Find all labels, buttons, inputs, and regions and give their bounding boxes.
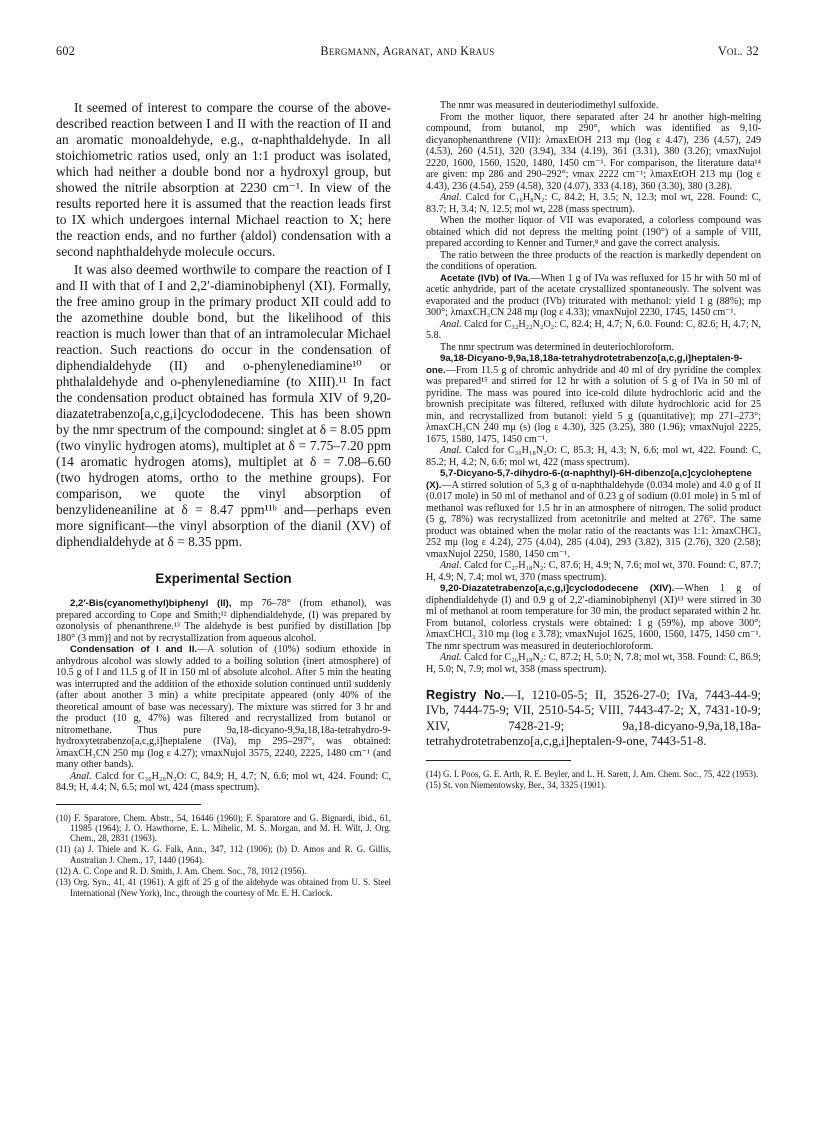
experimental-paragraph: Acetate (IVb) of IVa.—When 1 g of IVa was refluxed for 15 hr with 50 ml of acetic anhydride, part of the acetate crystallized spontaneously. The solvent was evaporated and the product (IVb) triturated with methanol: yield 1 g (88%); mp 300°; λmaxCH₃CN 248 mμ (log ε 4.33); νmaxNujol 2230, 1745, 1450 cm⁻¹. bbox=[426, 272, 761, 318]
analysis-line: Anal. Calcd for C₂₇H₁₈N₂: C, 87.6; H, 4.9; N, 7.6; mol wt, 370. Found: C, 87.7; H, 4.9; N, 7.4; mol wt, 370 (mass spectrum). bbox=[426, 560, 761, 583]
paragraph: It seemed of interest to compare the course of the above-described reaction between I and II with the reaction of II and an aromatic monoaldehyde, e.g., α-naphthaldehyde. In all stoichiometric ratios used, only an 1:1 product was isolated, which had neither a double bond nor a hydroxyl group, but showed the nitrile absorption at 2230 cm⁻¹. In view of the results reported here it is assumed that the reaction leads first to IX which undergoes internal Michael reaction to X; here the reaction ends, and no further (aldol) condensation with a second naphthaldehyde molecule occurs. bbox=[56, 100, 391, 259]
footnote: (15) St. von Niementowsky, Ber., 34, 3325 (1901). bbox=[426, 779, 607, 790]
discussion-text bbox=[56, 100, 391, 550]
experimental-paragraph: 9,20-Diazatetrabenzo[a,c,g,i]cyclododecene (XIV).—When 1 g of diphendialdehyde (I) and 0.9 g of 2,2′-diaminobiphenyl (XI)¹³ were stirred in 30 ml of methanol at room temperature for 30 min, the product separated within 2 hr. From butanol, colorless crystals were obtained: 1 g (59%), mp above 300°; λmaxCHCl₃ 310 mμ (log ε 3.78); νmaxNujol 1625, 1600, 1560, 1475, 1450 cm⁻¹. The nmr spectrum was measured in deuteriochloroform. bbox=[426, 583, 761, 652]
footnote: (14) G. I. Poos, G. E. Arth, R. E. Beyler, and L. H. Sarett, J. Am. Chem. Soc., 75, 422 (1953). bbox=[426, 768, 759, 779]
experimental-paragraph: Condensation of I and II.—A solution of (10%) sodium ethoxide in anhydrous alcohol was slowly added to a boiling solution (inert atmosphere) of 10.5 g of I and 11.5 g of II in 150 ml of absolute alcohol. After 5 min the heating was interrupted and the addition of the ethoxide solution continued until suddenly (after about another 3 min) a white precipitate appeared (only 40% of the theoretical amount of base was necessary). The mixture was stirred for 3 hr and the product (10 g, 47%) was filtered and recrystallized from butanol or nitromethane. Thus pure 9a,18-dicyano-9,9a,18,18a-tetrahydro-9-hydroxytetrabenzo[a,c,g,i]heptalene (IVa), mp 295–297°, was obtained: λmaxCH₃CN 250 mμ (log ε 4.27); νmaxNujol 3575, 2240, 2225, 1480 cm⁻¹ (and many other bands). bbox=[56, 644, 391, 770]
page-number: 602 bbox=[56, 44, 76, 58]
analysis-line: Anal. Calcd for C₃₀H₂₀N₂O: C, 84.9; H, 4.7; N, 6.6; mol wt, 424. Found: C, 84.9; H, 4.4; N, 6.5; mol wt, 424 (mass spectrum). bbox=[56, 770, 391, 793]
footnote: (13) Org. Syn., 41, 41 (1961). A gift of 25 g of the aldehyde was obtained from U. S. Steel International (New York), Inc., through the courtesy of Mr. E. H. Carlock. bbox=[56, 877, 391, 898]
footnote: (10) F. Sparatore, Chem. Abstr., 54, 16446 (1960); F. Sparatore and G. Bignardi, ibid., 61, 11985 (1964); J. O. Hawthorne, E. L. Mihelic, M. S. Morgan, and M. H. Wilt, J. Org. Chem., 28, 2831 (1963). bbox=[56, 812, 391, 844]
compound-heading: 9a,18-Dicyano-9,9a,18,18a-tetrahydrotetrabenzo[a,c,g,i]heptalen-9-one. bbox=[426, 353, 743, 376]
experimental-paragraph: 9a,18-Dicyano-9,9a,18,18a-tetrahydrotetrabenzo[a,c,g,i]heptalen-9-one.—From 11.5 g of chromic anhydride and 40 ml of dry pyridine the complex was prepared¹⁵ and stirred for 12 hr with a solution of 5 g of IVa in 50 ml of pyridine. The mass was poured into ice-cold dilute hydrochloric acid and the brownish precipitate was filtered, refluxed with dilute hydrochloric acid for 25 min, and recrystallized from butanol: yield 5 g (quantitative); mp 271–273°; λmaxCH₃CN 240 mμ (s) (log ε 4.30), 325 (3.25), 380 (1.96); νmaxNujol 2225, 1675, 1580, 1475, 1450 cm⁻¹. bbox=[426, 353, 761, 445]
left-column bbox=[56, 100, 391, 898]
experimental-paragraph: 2,2′-Bis(cyanomethyl)biphenyl (II), mp 76–78° (from ethanol), was prepared according to Cope and Smith;¹² diphendialdehyde, (I) was prepared by ozonolysis of phenanthrene.¹³ The aldehyde is best purified by distillation [bp 180° (3 mm)] and not by recrystallization from aqueous alcohol. bbox=[56, 598, 392, 644]
experimental-paragraph: The nmr spectrum was determined in deuteriochloroform. bbox=[440, 341, 675, 353]
compound-heading: 2,2′-Bis(cyanomethyl)biphenyl (II), bbox=[70, 598, 232, 609]
experimental-paragraph: The ratio between the three products of the reaction is markedly dependent on the conditions of operation. bbox=[426, 249, 761, 272]
experimental-paragraph: From the mother liquor, there separated after 24 hr another high-melting compound, from butanol, mp 290°, which was identified as 9,10-dicyanophenanthrene (VII): λmaxEtOH 213 mμ (log ε 4.47), 236 (4.57), 249 (4.53), 260 (4.51), 320 (3.94), 334 (4.19), 361 (3.31), 380 (3.26); νmaxNujol 2220, 1600, 1560, 1520, 1480, 1450 cm⁻¹. For comparison, the literature data¹⁴ are given: mp 286 and 290–292°; νmax 2222 cm⁻¹; λmaxEtOH 213 mμ (log ε 4.43), 236 (4.54), 259 (4.58), 320 (4.07), 333 (4.18), 360 (3.30), 380 (3.28). bbox=[426, 111, 761, 192]
running-head-authors: Bergmann, Agranat, and Kraus bbox=[320, 44, 495, 58]
footnotes bbox=[426, 769, 761, 791]
analysis-line: Anal. Calcd for C₂₆H₁₈N₂: C, 87.2; H, 5.0; N, 7.8; mol wt, 358. Found: C, 86.9; H, 5.0; N, 7.9; mol wt, 358 (mass spectrum). bbox=[426, 652, 761, 675]
registry-numbers: Registry No.—I, 1210-05-5; II, 3526-27-0; IVa, 7443-44-9; IVb, 7444-75-9; VII, 2510-54-5; VIII, 7443-47-2; X, 7431-10-9; XIV, 7428-21-9; 9a,18-dicyano-9,9a,18,18a-tetrahydrotetrabenzo[a,c,g,i]heptalen-9-one, 7443-51-8. bbox=[426, 688, 761, 749]
compound-heading: Condensation of I and II. bbox=[70, 644, 198, 655]
experimental-paragraph: 5,7-Dicyano-5,7-dihydro-6-(α-naphthyl)-6H-dibenzo[a,c]cycloheptene (X).—A stirred solution of 5,3 g of α-naphthaldehyde (0.034 mole) and 4.0 g of II (0.017 mole) in 50 ml of methanol and of 0.23 g of sodium (0.01 mole) in 5 ml of methanol was refluxed for 1.5 hr in an atmosphere of nitrogen. The solid product (5 g, 78%) was recrystallized from acetonitrile and melted at 276°. The same product was obtained when the molar ratio of the reactants was 1:1: λmaxCHCl₃ 252 mμ (log ε 4.24), 275 (4.04), 285 (4.04), 293 (3.82), 315 (2.76), 320 (2.58); νmaxNujol 2250, 1580, 1450 cm⁻¹. bbox=[426, 468, 761, 560]
experimental-text bbox=[56, 598, 391, 794]
registry-label: Registry No. bbox=[426, 688, 505, 702]
paragraph: It was also deemed worthwile to compare the reaction of I and II with that of I and 2,2′-diaminobiphenyl (XI). Formally, the free amino group in the primary product XII could add to the azomethine double bond, but the likelihood of this reaction is much lower than that of an intramolecular Michael reaction. Such reactions do occur in the condensation of diphendialdehyde (II) and o-phenylenediamine¹⁰ or phthalaldehyde and o-phenylenediamine (to XIII).¹¹ In fact the condensation product obtained has formula XIV of 9,20-diazatetrabenzo[a,c,g,i]cyclododecene. This has been shown by the nmr spectrum of the compound: singlet at δ = 8.05 ppm (two vinylic hydrogen atoms), multiplet at δ = 7.75–7.20 ppm (14 aromatic hydrogen atoms), multiplet at δ = 7.08–6.60 (two hydrogen atoms, ortho to the methine groups). For comparison, we quote the vinyl absorption of benzylideneaniline at δ = 8.47 ppm¹¹ᵇ and—perhaps even more significant—the vinyl absorption of the dianil (XV) of diphendialdehyde at δ = 8.35 ppm. bbox=[56, 262, 391, 549]
analysis-line: Anal. Calcd for C₃₀H₁₈N₂O: C, 85.3; H, 4.3; N, 6.6; mol wt, 422. Found: C, 85.2; H, 4.2; N, 6.6; mol wt, 422 (mass spectrum). bbox=[426, 445, 761, 468]
volume-label: Vol. 32 bbox=[717, 44, 759, 58]
footnotes bbox=[56, 813, 391, 898]
footnote-rule bbox=[426, 760, 571, 761]
footnote: (11) (a) J. Thiele and K. G. Falk, Ann., 347, 112 (1906); (b) D. Amos and R. G. Gillis, Australian J. Chem., 17, 1440 (1964). bbox=[56, 844, 391, 865]
analysis-line: Anal. Calcd for C₃₂H₂₂N₂O₂: C, 82.4; H, 4.7; N, 6.0. Found: C, 82.6; H, 4.7; N, 5.8. bbox=[426, 318, 761, 341]
running-header bbox=[56, 44, 759, 62]
compound-heading: 9,20-Diazatetrabenzo[a,c,g,i]cyclododecene (XIV). bbox=[440, 583, 675, 594]
experimental-paragraph: When the mother liquor of VII was evaporated, a colorless compound was obtained which did not depress the melting point (190°) of a sample of VIII, prepared according to Kenner and Turner,⁸ and gave the correct analysis. bbox=[426, 215, 761, 249]
footnote-rule bbox=[56, 804, 201, 805]
section-heading: Experimental Section bbox=[155, 571, 292, 586]
analysis-line: Anal. Calcd for C₁₆H₈N₂: C, 84.2; H, 3.5; N, 12.3; mol wt, 228. Found: C, 83.7; H, 3.4; N, 12.5; mol wt, 228 (mass spectrum). bbox=[426, 192, 761, 215]
compound-heading: 5,7-Dicyano-5,7-dihydro-6-(α-naphthyl)-6H-dibenzo[a,c]cycloheptene (X). bbox=[426, 468, 752, 491]
experimental-text-continued bbox=[426, 100, 761, 675]
experimental-paragraph: The nmr was measured in deuteriodimethyl sulfoxide. bbox=[440, 100, 659, 111]
compound-heading: Acetate (IVb) of IVa. bbox=[440, 272, 531, 284]
footnote: (12) A. C. Cope and R. D. Smith, J. Am. Chem. Soc., 78, 1012 (1956). bbox=[56, 865, 307, 876]
right-column bbox=[426, 100, 761, 790]
